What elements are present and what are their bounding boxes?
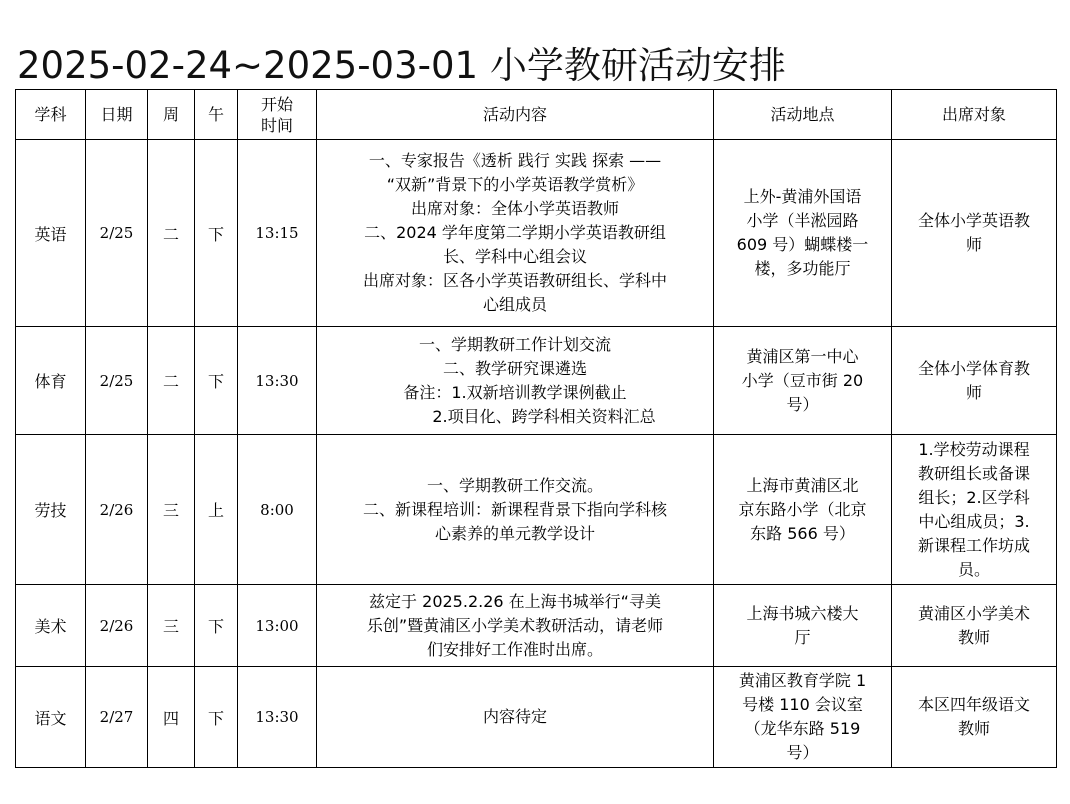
cell-date: 2/26	[86, 585, 148, 667]
content-line: 心素养的单元教学设计	[434, 523, 595, 543]
attendees-line: 组长；2.区学科	[918, 487, 1030, 507]
location-line: 号楼 110 会议室	[742, 695, 863, 714]
location-line: 楼，多功能厅	[754, 259, 851, 278]
header-start-time	[238, 90, 317, 140]
cell-content	[317, 140, 714, 327]
cell-time: 13:00	[238, 585, 317, 667]
cell-date: 2/26	[86, 435, 148, 585]
table-header-row	[16, 90, 1057, 140]
cell-period: 下	[195, 140, 238, 327]
location-line: 黄浦区教育学院 1	[738, 671, 867, 690]
attendees-line: 教研组长或备课	[917, 463, 1030, 483]
cell-weekday: 二	[148, 140, 195, 327]
attendees-line: 本区四年级语文	[917, 695, 1030, 714]
cell-date: 2/25	[86, 140, 148, 327]
header-content: 活动内容	[317, 90, 714, 140]
cell-period: 下	[195, 667, 238, 768]
content-line: 乐创”暨黄浦区小学美术教研活动，请老师	[366, 615, 664, 635]
content-line: 长、学科中心组会议	[442, 247, 587, 266]
cell-period: 下	[195, 327, 238, 435]
location-line: 京东路小学（北京	[738, 499, 867, 519]
cell-location	[714, 327, 892, 435]
content-line: 二、2024 学年度第二学期小学英语教研组	[364, 223, 666, 242]
header-start-time-line: 时间	[260, 115, 293, 135]
header-date: 日期	[86, 90, 148, 140]
header-start-time-line: 开始	[260, 94, 293, 114]
header-weekday: 周	[148, 90, 195, 140]
attendees-line: 黄浦区小学美术	[917, 603, 1030, 623]
location-line: 上海市黄浦区北	[746, 475, 859, 495]
attendees-line: 中心组成员；3.	[918, 511, 1030, 531]
location-line: 黄浦区第一中心	[746, 346, 859, 366]
cell-content	[317, 435, 714, 585]
attendees-line: 员。	[957, 559, 990, 579]
cell-subject: 语文	[16, 667, 86, 768]
attendees-line: 新课程工作坊成	[917, 535, 1030, 555]
cell-attendees	[892, 140, 1057, 327]
cell-time: 13:30	[238, 327, 317, 435]
table-row	[16, 327, 1057, 435]
content-line: “双新”背景下的小学英语教学赏析》	[386, 175, 644, 194]
cell-location	[714, 585, 892, 667]
schedule-table	[15, 89, 1057, 768]
content-line: 心组成员	[482, 295, 547, 314]
cell-subject: 英语	[16, 140, 86, 327]
content-line: 出席对象：区各小学英语教研组长、学科中	[362, 271, 667, 290]
content-line: 一、学期教研工作计划交流	[418, 334, 611, 354]
content-line: 内容待定	[482, 707, 547, 726]
attendees-line: 全体小学英语教	[917, 211, 1030, 230]
attendees-line: 教师	[957, 627, 990, 647]
cell-location	[714, 435, 892, 585]
cell-content	[317, 327, 714, 435]
cell-time: 8:00	[238, 435, 317, 585]
content-line: 2.项目化、跨学科相关资料汇总	[432, 406, 656, 426]
location-line: 上海书城六楼大	[746, 603, 859, 623]
cell-time: 13:30	[238, 667, 317, 768]
cell-subject: 劳技	[16, 435, 86, 585]
content-line: 一、专家报告《透析 践行 实践 探索 ——	[368, 151, 662, 170]
content-line: 兹定于 2025.2.26 在上海书城举行“寻美	[369, 591, 661, 611]
cell-location	[714, 667, 892, 768]
location-line: 号）	[786, 394, 819, 414]
cell-subject: 体育	[16, 327, 86, 435]
table-row	[16, 140, 1057, 327]
cell-location	[714, 140, 892, 327]
header-subject: 学科	[16, 90, 86, 140]
cell-weekday: 三	[148, 585, 195, 667]
cell-weekday: 二	[148, 327, 195, 435]
location-line: （龙华东路 519	[744, 719, 861, 738]
cell-weekday: 四	[148, 667, 195, 768]
content-line: 二、教学研究课遴选	[442, 358, 587, 378]
cell-attendees	[892, 435, 1057, 585]
attendees-line: 1.学校劳动课程	[918, 439, 1030, 459]
location-line: 609 号）蝴蝶楼一	[736, 235, 869, 254]
attendees-line: 全体小学体育教	[917, 358, 1030, 378]
cell-attendees	[892, 327, 1057, 435]
cell-period: 下	[195, 585, 238, 667]
page-title: 2025-02-24~2025-03-01 小学教研活动安排	[17, 44, 786, 87]
cell-subject: 美术	[16, 585, 86, 667]
cell-attendees	[892, 585, 1057, 667]
header-location: 活动地点	[714, 90, 892, 140]
cell-attendees	[892, 667, 1057, 768]
content-line: 出席对象：全体小学英语教师	[410, 199, 619, 218]
content-line: 备注：1.双新培训教学课例截止	[403, 382, 627, 402]
cell-time: 13:15	[238, 140, 317, 327]
location-line: 厅	[794, 627, 811, 647]
content-line: 们安排好工作准时出席。	[426, 639, 603, 659]
table-row	[16, 585, 1057, 667]
cell-content	[317, 585, 714, 667]
cell-period: 上	[195, 435, 238, 585]
location-line: 东路 566 号）	[750, 523, 855, 543]
header-period: 午	[195, 90, 238, 140]
cell-content	[317, 667, 714, 768]
cell-date: 2/25	[86, 327, 148, 435]
content-line: 一、学期教研工作交流。	[426, 475, 603, 495]
cell-weekday: 三	[148, 435, 195, 585]
content-line: 二、新课程培训：新课程背景下指向学科核	[362, 499, 667, 519]
location-line: 号）	[786, 743, 819, 762]
attendees-line: 师	[965, 235, 982, 254]
location-line: 上外-黄浦外国语	[743, 187, 862, 206]
cell-date: 2/27	[86, 667, 148, 768]
table-row	[16, 435, 1057, 585]
attendees-line: 教师	[957, 719, 990, 738]
header-attendees: 出席对象	[892, 90, 1057, 140]
location-line: 小学（豆市街 20	[741, 370, 864, 390]
attendees-line: 师	[965, 382, 982, 402]
table-row	[16, 667, 1057, 768]
location-line: 小学（半淞园路	[746, 211, 859, 230]
